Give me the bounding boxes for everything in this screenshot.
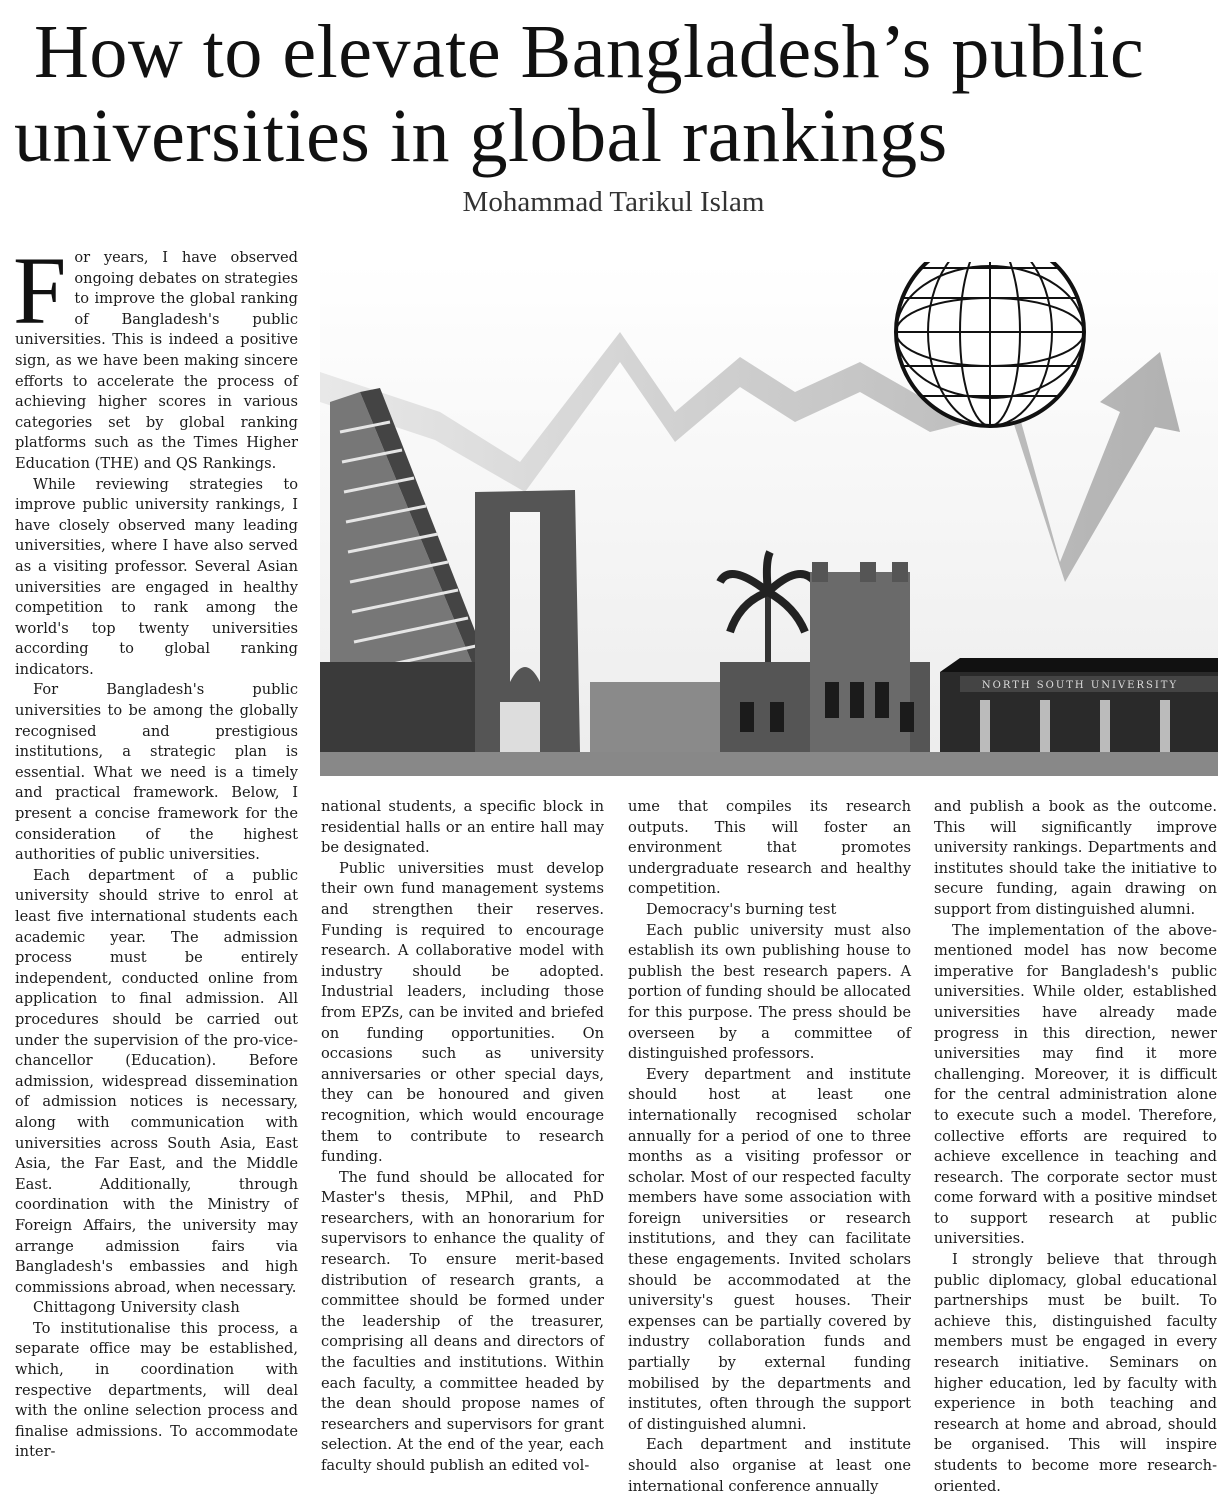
body-column-3 [628,797,911,1497]
paragraph: I strongly believe that through public diplomacy, global educational partnerships must be built. To achieve this, distinguished faculty members must be engaged in every research initiative. Seminars on higher education, led by faculty with experience in both teaching and research at home and abroad, should be organised. This will inspire students to become more research-oriented. [934,1251,1217,1495]
body-column-2 [321,797,604,1477]
article-illustration [320,262,1218,776]
paragraph: Each public university must also establish its own publishing house to publish the best research papers. A portion of funding should be allocated for this purpose. The press should be overseen by a committee of distinguished professors. [628,921,911,1063]
author-byline: Mohammad Tarikul Islam [462,186,765,218]
headline-line-1: How to elevate Bangladesh’s public [34,10,1145,94]
paragraph: Each department of a public university should strive to enrol at least five international students each academic year. The admission process must be entirely independent, conducted online from application to final admission. All procedures should be carried out under the supervision of the pro-vice-chancellor (Education). Before admission, widespread dissemination of admission notices is necessary, along with communication with universities across South Asia, East Asia, the Far East, and the Middle East. Additionally, through coordination with the Ministry of Foreign Affairs, the university may arrange admission fairs via Bangladesh's embassies and high commissions abroad, when necessary. [15,866,298,1296]
paragraph: Every department and institute should host at least one internationally recognised scholar annually for a period of one to three months as a visiting professor or scholar. Most of our respected faculty members have some association with foreign universities or research institutions, and they can facilitate these engagements. Invited scholars should be accommodated at the university's guest houses. Their expenses can be partially covered by industry collaboration funds and partially by external funding mobilised by the departments and institutes, often through the support of distinguished alumni. [628,1065,911,1433]
globe-icon [896,262,1084,426]
paragraph: The fund should be allocated for Master's thesis, MPhil, and PhD researchers, with an honorarium for supervisors to enhance the quality of research. To ensure merit-based distribution of research grants, a committee should be formed under the leadership of the treasurer, comprising all deans and directors of the faculties and institutions. Within each faculty, a committee headed by the dean should propose names of researchers and supervisors for grant selection. At the end of the year, each faculty should publish an edited vol- [321,1168,604,1474]
paragraph: and publish a book as the outcome. This will significantly improve university rankings. Departments and institutes should take the initiative to secure funding, again drawing on support from distinguished alumni. [934,798,1217,918]
related-link[interactable]: Chittagong University clash [33,1299,240,1317]
paragraph: Each department and institute should also organise at least one international conference annually [628,1436,911,1495]
paragraph: ume that compiles its research outputs. This will foster an environment that promotes undergraduate research and healthy competition. [628,798,911,898]
paragraph: To institutionalise this process, a separate office may be established, which, in coordination with respective departments, will deal with the online selection process and finalise admissions. To accommodate inter- [15,1319,298,1461]
paragraph: The implementation of the above-mentioned model has now become imperative for Bangladesh's public universities. While older, established universities have already made progress in this direction, newer universities may find it more challenging. Moreover, it is difficult for the central administration alone to execute such a model. Therefore, collective efforts are required to achieve excellence in teaching and research. The corporate sector must come forward with a positive mindset to support research at public universities. [934,921,1217,1248]
paragraph: Public universities must develop their own fund management systems and strengthen their reserves. Funding is required to encourage research. A collaborative model with industry should be adopted. Industrial leaders, including those from EPZs, can be invited and briefed on funding opportunities. On occasions such as university anniversaries or other special days, they can be honoured and given recognition, which would encourage them to contribute to research funding. [321,859,604,1166]
body-column-4 [934,797,1217,1497]
paragraph: While reviewing strategies to improve public university rankings, I have closely observed many leading universities, where I have also served as a visiting professor. Several Asian universities are engaged in healthy competition to rank among the world's top twenty universities according to global ranking indicators. [15,475,298,678]
paragraph: For Bangladesh's public universities to be among the globally recognised and prestigious institutions, a strategic plan is essential. What we need is a timely and practical framework. Below, I present a concise framework for the consideration of the highest authorities of public universities. [15,681,298,864]
paragraph-text: or years, I have observed ongoing debates on strategies to improve the global ranking of Bangladesh's public universities. This is indeed a positive sign, as we have been making sincere efforts to accelerate the process of achieving higher scores in various categories set by global ranking platforms such as the Times Higher Education (THE) and QS Rankings. [15,249,298,472]
body-column-1 [13,237,298,1463]
nsu-sign: NORTH SOUTH UNIVERSITY [981,680,1179,691]
paragraph [13,237,298,475]
headline-line-2: universities in global rankings [14,94,948,178]
headline [14,10,1214,178]
drop-cap: F [13,237,67,344]
related-link[interactable]: Democracy's burning test [646,900,837,918]
paragraph: national students, a specific block in residential halls or an entire hall may be designated. [321,798,604,857]
